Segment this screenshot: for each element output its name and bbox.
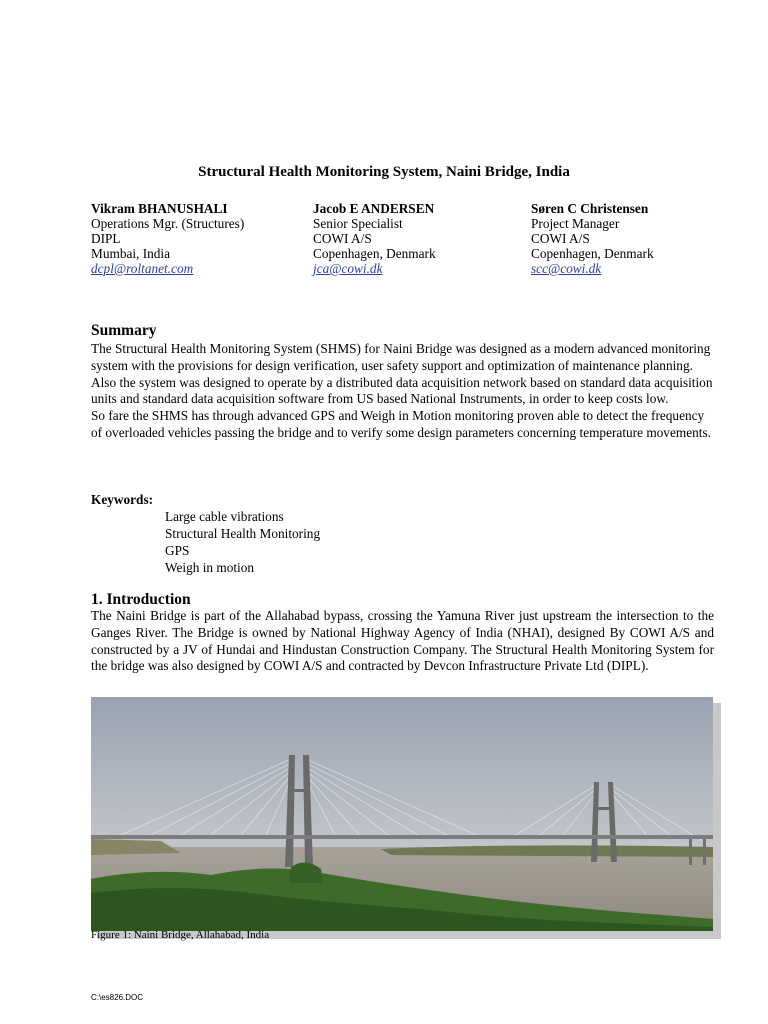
keyword-item: Structural Health Monitoring bbox=[165, 526, 321, 541]
author-location: Copenhagen, Denmark bbox=[313, 246, 436, 261]
summary-heading: Summary bbox=[91, 322, 157, 339]
introduction-heading: 1. Introduction bbox=[91, 591, 191, 608]
author-name: Jacob E ANDERSEN bbox=[313, 201, 435, 216]
summary-paragraph: The Structural Health Monitoring System (SHMS) for Naini Bridge was designed as a modern advanced monitoring system with the provisions for design verification, user safety support and optimization of maintenance planning. Also the system was designed to operate by a distributed data acquisition network based on standard data acquisition units and standard data acquisition software from US based National Instruments, in order to keep costs low. bbox=[91, 341, 713, 407]
footer-filename: C:\es826.DOC bbox=[91, 993, 144, 1002]
keyword-item: Weigh in motion bbox=[165, 560, 255, 575]
bridge-photo bbox=[91, 697, 713, 931]
author-2 bbox=[313, 201, 436, 276]
author-1 bbox=[91, 201, 244, 276]
bridge-photo-drawing bbox=[91, 697, 713, 931]
paper-title: Structural Health Monitoring System, Naini Bridge, India bbox=[198, 164, 570, 180]
author-role: Project Manager bbox=[531, 216, 620, 231]
author-name: Vikram BHANUSHALI bbox=[91, 201, 228, 216]
author-location: Mumbai, India bbox=[91, 246, 171, 261]
author-name: Søren C Christensen bbox=[531, 201, 649, 216]
author-3 bbox=[531, 201, 654, 276]
keyword-item: GPS bbox=[165, 543, 190, 558]
author-org: COWI A/S bbox=[313, 231, 372, 246]
summary-body bbox=[91, 341, 714, 442]
author-email-link[interactable]: dcpl@roltanet.com bbox=[91, 261, 194, 276]
introduction-body: The Naini Bridge is part of the Allahabad bypass, crossing the Yamuna River just upstream the intersection to the Ganges River. The Bridge is owned by National Highway Agency of India (NHAI), designed By COWI A/S and constructed by a JV of Hundai and Hindustan Construction Company. The Structural Health Monitoring System for the bridge was also designed by COWI A/S and contracted by Devcon Infrastructure Private Ltd (DIPL). bbox=[91, 608, 714, 674]
figure-caption: Figure 1: Naini Bridge, Allahabad, India bbox=[91, 929, 270, 941]
summary-paragraph: So fare the SHMS has through advanced GPS and Weigh in Motion monitoring proven able to detect the frequency of overloaded vehicles passing the bridge and to verify some design parameters concerning temperature movements. bbox=[91, 408, 711, 440]
author-org: COWI A/S bbox=[531, 231, 590, 246]
author-org: DIPL bbox=[91, 231, 121, 246]
keywords-list bbox=[165, 508, 320, 576]
keyword-item: Large cable vibrations bbox=[165, 509, 284, 524]
keywords-label: Keywords: bbox=[91, 492, 154, 507]
author-location: Copenhagen, Denmark bbox=[531, 246, 654, 261]
author-role: Operations Mgr. (Structures) bbox=[91, 216, 245, 231]
author-email-link[interactable]: jca@cowi.dk bbox=[313, 261, 383, 276]
author-email-link[interactable]: scc@cowi.dk bbox=[531, 261, 602, 276]
author-role: Senior Specialist bbox=[313, 216, 403, 231]
